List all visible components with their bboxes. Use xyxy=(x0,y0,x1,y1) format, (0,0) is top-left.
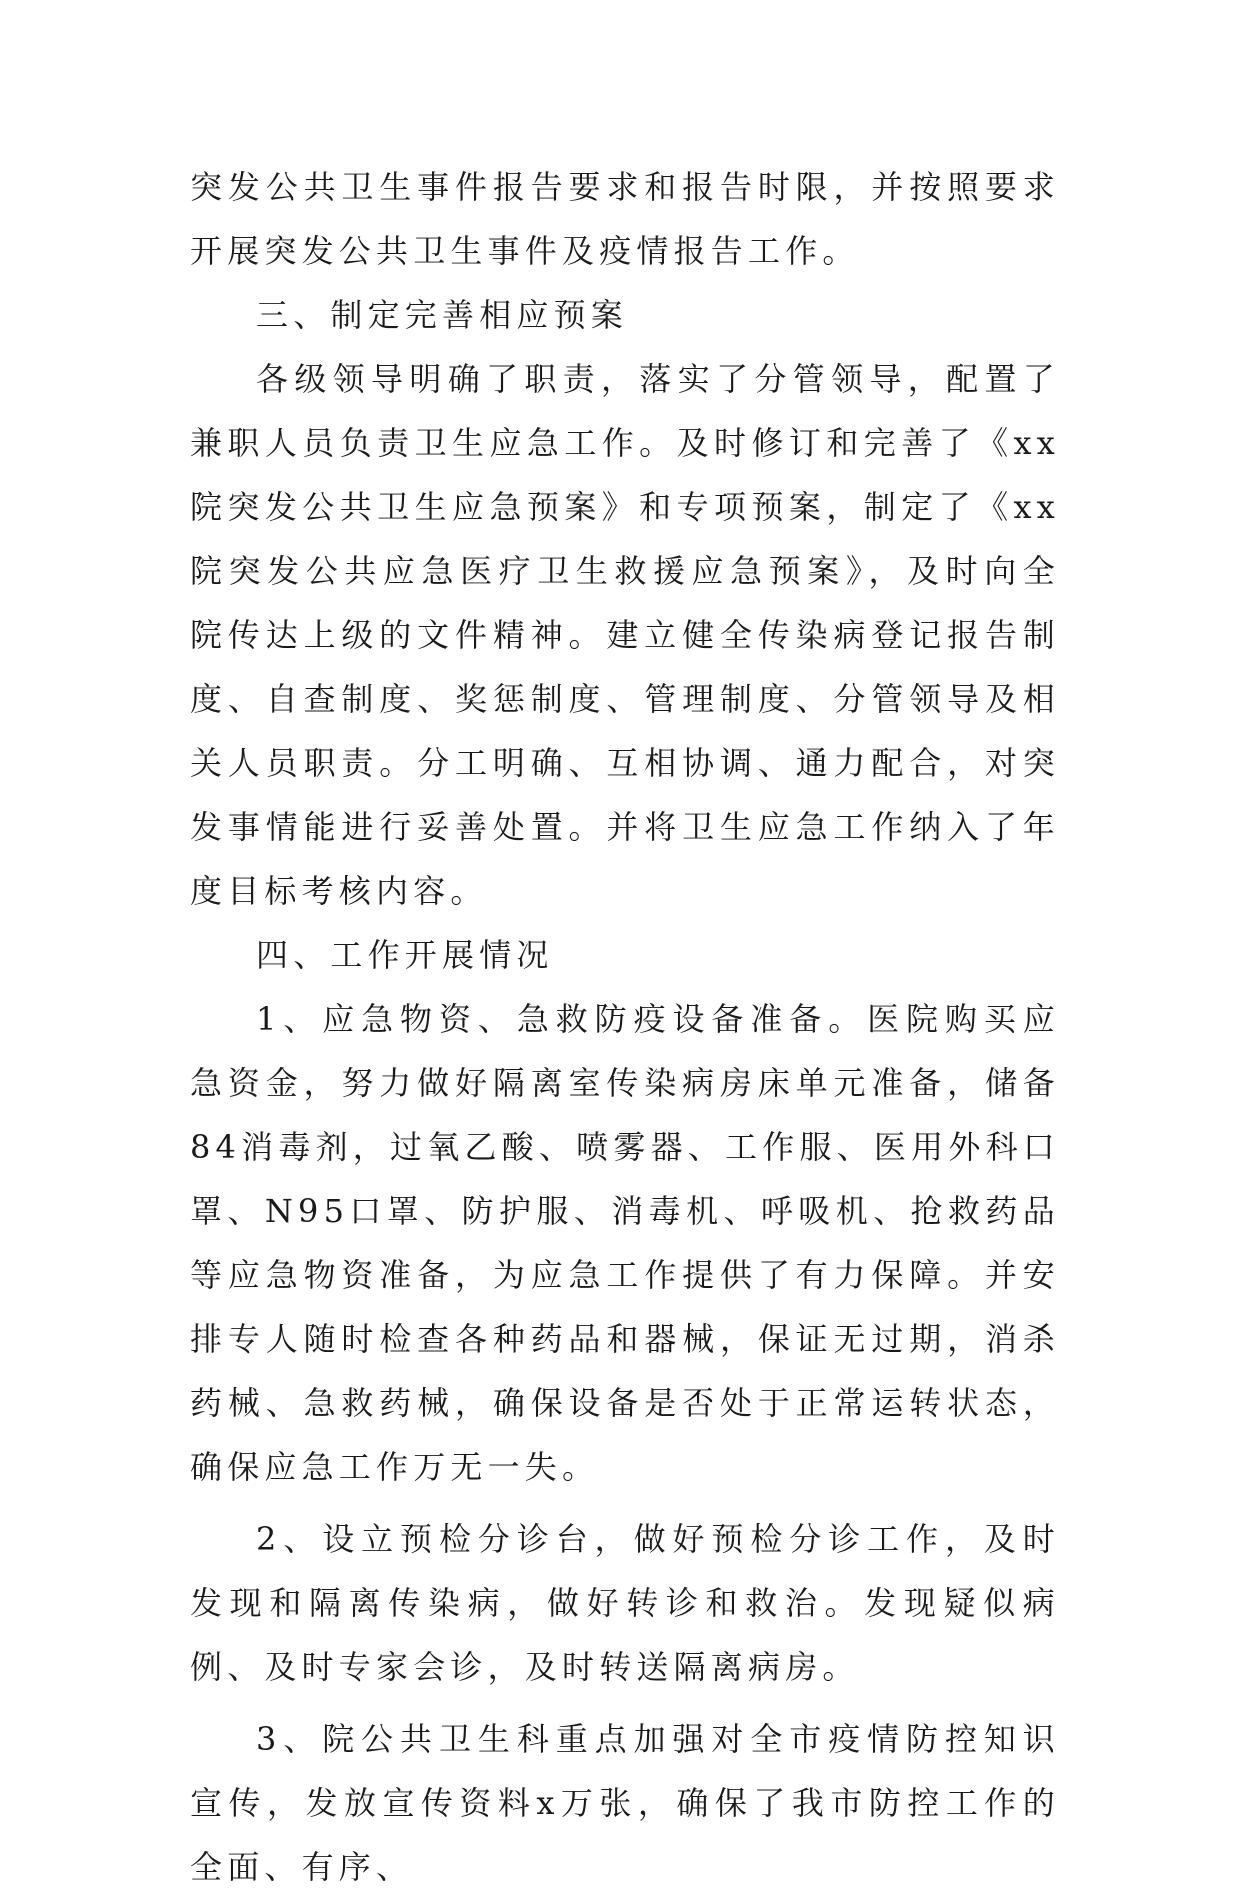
section-heading-3: 三、制定完善相应预案 xyxy=(256,296,629,334)
paragraph-item-2: 2、设立预检分诊台，做好预检分诊工作，及时发现和隔离传染病，做好转诊和救治。发现疑似病例、及时专家会诊，及时转送隔离病房。 xyxy=(190,1520,1060,1686)
document-body xyxy=(190,155,1060,1899)
paragraph-plans: 各级领导明确了职责，落实了分管领导，配置了兼职人员负责卫生应急工作。及时修订和完善了《xx院突发公共卫生应急预案》和专项预案，制定了《xx院突发公共应急医疗卫生救援应急预案》，及时向全院传达上级的文件精神。建立健全传染病登记报告制度、自查制度、奖惩制度、管理制度、分管领导及相关人员职责。分工明确、互相协调、通力配合，对突发事情能进行妥善处置。并将卫生应急工作纳入了年度目标考核内容。 xyxy=(190,360,1060,910)
section-heading-4: 四、工作开展情况 xyxy=(256,936,554,974)
paragraph-continuation: 突发公共卫生事件报告要求和报告时限，并按照要求开展突发公共卫生事件及疫情报告工作。 xyxy=(190,168,1060,270)
paragraph-item-3: 3、院公共卫生科重点加强对全市疫情防控知识宣传，发放宣传资料x万张，确保了我市防控工作的全面、有序、 xyxy=(190,1720,1060,1886)
paragraph-item-1: 1、应急物资、急救防疫设备准备。医院购买应急资金，努力做好隔离室传染病房床单元准备，储备84消毒剂，过氧乙酸、喷雾器、工作服、医用外科口罩、N95口罩、防护服、消毒机、呼吸机、抢救药品等应急物资准备，为应急工作提供了有力保障。并安排专人随时检查各种药品和器械，保证无过期，消杀药械、急救药械，确保设备是否处于正常运转状态，确保应急工作万无一失。 xyxy=(190,1000,1060,1486)
